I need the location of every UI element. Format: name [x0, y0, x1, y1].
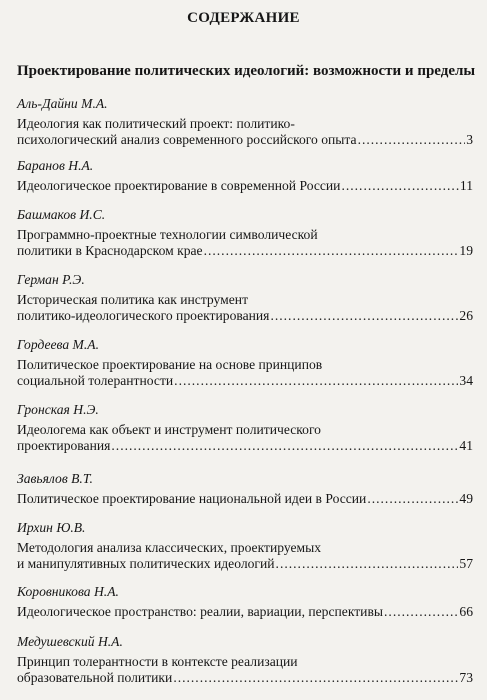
entry-author: Гронская Н.Э.: [17, 402, 99, 417]
dot-leader: [270, 308, 458, 325]
entry-title-line: психологический анализ современного российского опыта: [17, 132, 357, 147]
entry-author: Коровникова Н.А.: [17, 584, 119, 599]
entry-author: Медушевский Н.А.: [17, 634, 123, 649]
toc-entry: [17, 272, 473, 325]
page-number: 26: [459, 308, 473, 323]
toc-entry: [17, 207, 473, 260]
page-number: 49: [459, 490, 473, 506]
entry-title-last-line: [17, 491, 473, 508]
page-number: 73: [459, 670, 473, 685]
dot-leader: [111, 438, 458, 455]
entry-title-last-line: [17, 670, 473, 687]
entry-title-line: проектирования: [17, 438, 111, 453]
section-title: Проектирование политических идеологий: возможности и пределы: [17, 63, 476, 79]
toc-entry: [17, 96, 473, 149]
toc-entry: [17, 158, 473, 194]
entry-title-line: образовательной политики: [17, 670, 173, 685]
toc-entry: [17, 471, 473, 507]
toc-entry: [17, 584, 473, 620]
entry-title-line: Принцип толерантности в контексте реализации: [17, 653, 298, 669]
entry-author: Аль-Дайни М.А.: [17, 96, 108, 111]
toc-entry: [17, 337, 473, 390]
entry-title-line: Методология анализа классических, проектируемых: [17, 539, 322, 555]
entry-author: Гордеева М.А.: [17, 337, 99, 352]
dot-leader: [276, 556, 459, 573]
page-number: 19: [459, 243, 473, 258]
entry-title-last-line: [17, 438, 473, 455]
entry-author: Завьялов В.Т.: [17, 471, 93, 486]
page-number: 11: [459, 177, 473, 193]
entry-title-line: Политическое проектирование на основе принципов: [17, 356, 323, 372]
dot-leader: [173, 670, 458, 687]
page-number: 57: [459, 556, 473, 571]
dot-leader: [384, 604, 458, 621]
entry-title-line: Идеологема как объект и инструмент политического: [17, 421, 321, 437]
entry-title-last-line: [17, 178, 473, 195]
toc-entry: [17, 520, 473, 573]
entry-title-line: Политическое проектирование национальной идеи в России: [17, 490, 367, 506]
entry-title-line: социальной толерантности: [17, 373, 174, 388]
page-number: 41: [459, 438, 473, 453]
dot-leader: [204, 243, 459, 260]
entry-author: Ирхин Ю.В.: [17, 520, 86, 535]
entry-title-line: Идеология как политический проект: политико-: [17, 115, 295, 131]
page-number: 34: [459, 373, 473, 388]
toc-entry: [17, 634, 473, 687]
entry-title-line: Идеологическое проектирование в современной России: [17, 177, 341, 193]
entry-title-line: Историческая политика как инструмент: [17, 291, 249, 307]
entry-author: Герман Р.Э.: [17, 272, 85, 287]
entry-title-last-line: [17, 308, 473, 325]
page-number: 66: [459, 603, 473, 619]
dot-leader: [358, 132, 466, 149]
dot-leader: [341, 178, 458, 195]
entry-title-last-line: [17, 556, 473, 573]
entry-author: Баранов Н.А.: [17, 158, 94, 173]
entry-title-line: и манипулятивных политических идеологий: [17, 556, 275, 571]
toc-entry: [17, 402, 473, 455]
entry-title-last-line: [17, 373, 473, 390]
page-number: 3: [466, 132, 473, 147]
entry-title-last-line: [17, 132, 473, 149]
entry-title-line: политики в Краснодарском крае: [17, 243, 203, 258]
entry-title-line: политико-идеологического проектирования: [17, 308, 270, 323]
contents-heading: СОДЕРЖАНИЕ: [187, 10, 300, 26]
dot-leader: [174, 373, 458, 390]
dot-leader: [367, 491, 458, 508]
entry-title-last-line: [17, 604, 473, 621]
entry-author: Башмаков И.С.: [17, 207, 106, 222]
entry-title-line: Идеологическое пространство: реалии, вариации, перспективы: [17, 603, 384, 619]
entry-title-line: Программно-проектные технологии символической: [17, 226, 318, 242]
entry-title-last-line: [17, 243, 473, 260]
